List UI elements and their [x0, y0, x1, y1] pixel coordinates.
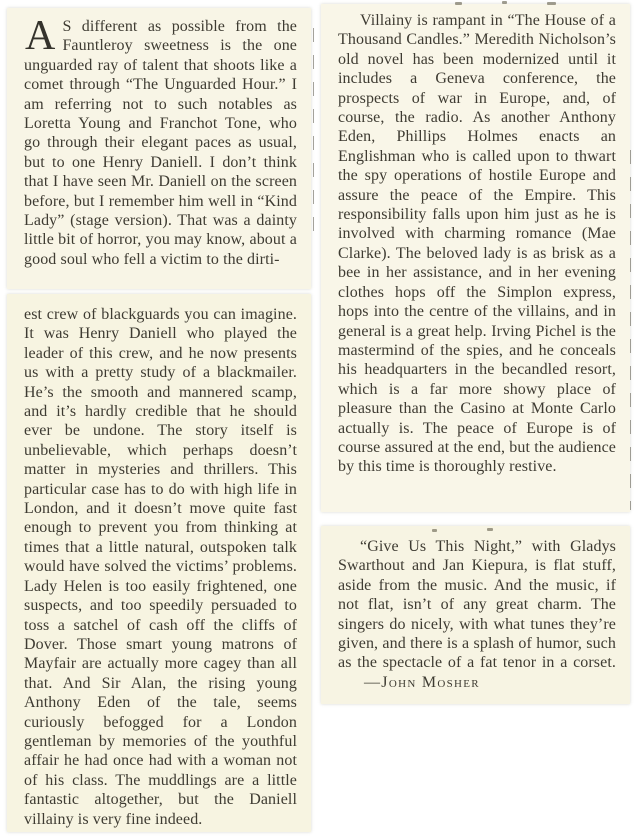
- drop-cap: A: [25, 13, 56, 59]
- paragraph-text: est crew of blackguards you can imagine. It was Henry Daniell who played the leader of this crew, and he now presents us with a pretty study of a blackmailer. He’s the smooth and mannered scamp, and it’s hardly credible that he should ever be undone. The story itself is unbelievable, which perhaps doesn’t matter in mysteries and thrillers. This particular case has to do with high life in London, and it doesn’t move quite fast enough to prevent you from thinking at times that a little natural, outspoken talk would have solved the victims’ problems. Lady Helen is too easily frightened, one suspects, and too speedily persuaded to toss a satchel of cash off the cliffs of Dover. Those smart young matrons of Mayfair are actually more cagey than all that. And Sir Alan, the rising young Anthony Eden of the tale, seems curiously befogged for a London gentleman by memories of the youthful affair he had once had with a woman not of his class. The muddlings are a little fantastic altogether, but the Daniell villainy is very fine indeed.: [24, 306, 297, 828]
- right-column-clipping-2: [321, 526, 630, 704]
- paragraph-give-us-this-night: [321, 526, 630, 692]
- left-column-clipping-1: [7, 8, 311, 289]
- paragraph-thousand-candles: [321, 4, 630, 477]
- paragraph-text: Villainy is rampant in “The House of a Thousand Candles.” Meredith Nicholson’s old novel has been modernized until it includes a Geneva conference, the prospects of war in Europe, and, of course, the radio. As another Anthony Eden, Phillips Holmes enacts an Englishman who is called upon to thwart the spy operations of hostile Europe and assure the peace of the Empire. This responsibility falls upon him just as he is involved with charming romance (Mae Clarke). The beloved lady is as brisk as a bee in her assistance, and in her evening clothes hops off the Simplon express, hops into the centre of the villains, and in general is a great help. Irving Pichel is the mastermind of the spies, and he conceals his headquarters in the becandled resort, which is a far more showy place of pleasure than the Casino at Monte Carlo actually is. The peace of Europe is of course assured at the end, but the audience by this time is thoroughly restive.: [338, 12, 616, 476]
- column-rule-artifact: [313, 28, 314, 240]
- paragraph-text: “Give Us This Night,” with Gladys Swarthout and Jan Kiepura, is flat stuff, aside from the music. And the music, if not flat, isn’t of any great charm. The singers do nicely, with what tunes they’re given, and there is a splash of humor, such as the spectacle of a fat tenor in a corset.: [338, 538, 616, 672]
- paragraph-unguarded-hour-continued: [7, 294, 311, 829]
- right-column-clipping-1: [321, 4, 630, 512]
- column-rule-artifact: [630, 150, 631, 510]
- cut-edge-artifact: [547, 2, 556, 5]
- author-byline: —John Mosher: [364, 673, 480, 691]
- cut-edge-artifact: [487, 528, 493, 531]
- cut-edge-artifact: [502, 1, 507, 4]
- left-column-clipping-2: [7, 294, 311, 832]
- cut-edge-artifact: [432, 529, 437, 532]
- paragraph-unguarded-hour: [7, 8, 311, 269]
- cut-edge-artifact: [455, 2, 462, 5]
- paragraph-text: S different as possible from the Fauntleroy sweetness is the one unguarded ray of talent that shoots like a comet through “The Unguarded Hour.” I am referring not to such notables as Loretta Young and Franchot Tone, who go through their elegant paces as usual, but to one Henry Daniell. I don’t think that I have seen Mr. Daniell on the screen before, but I remember him well in “Kind Lady” (stage version). That was a dainty little bit of horror, you may know, about a good soul who fell a victim to the dirti-: [24, 18, 297, 268]
